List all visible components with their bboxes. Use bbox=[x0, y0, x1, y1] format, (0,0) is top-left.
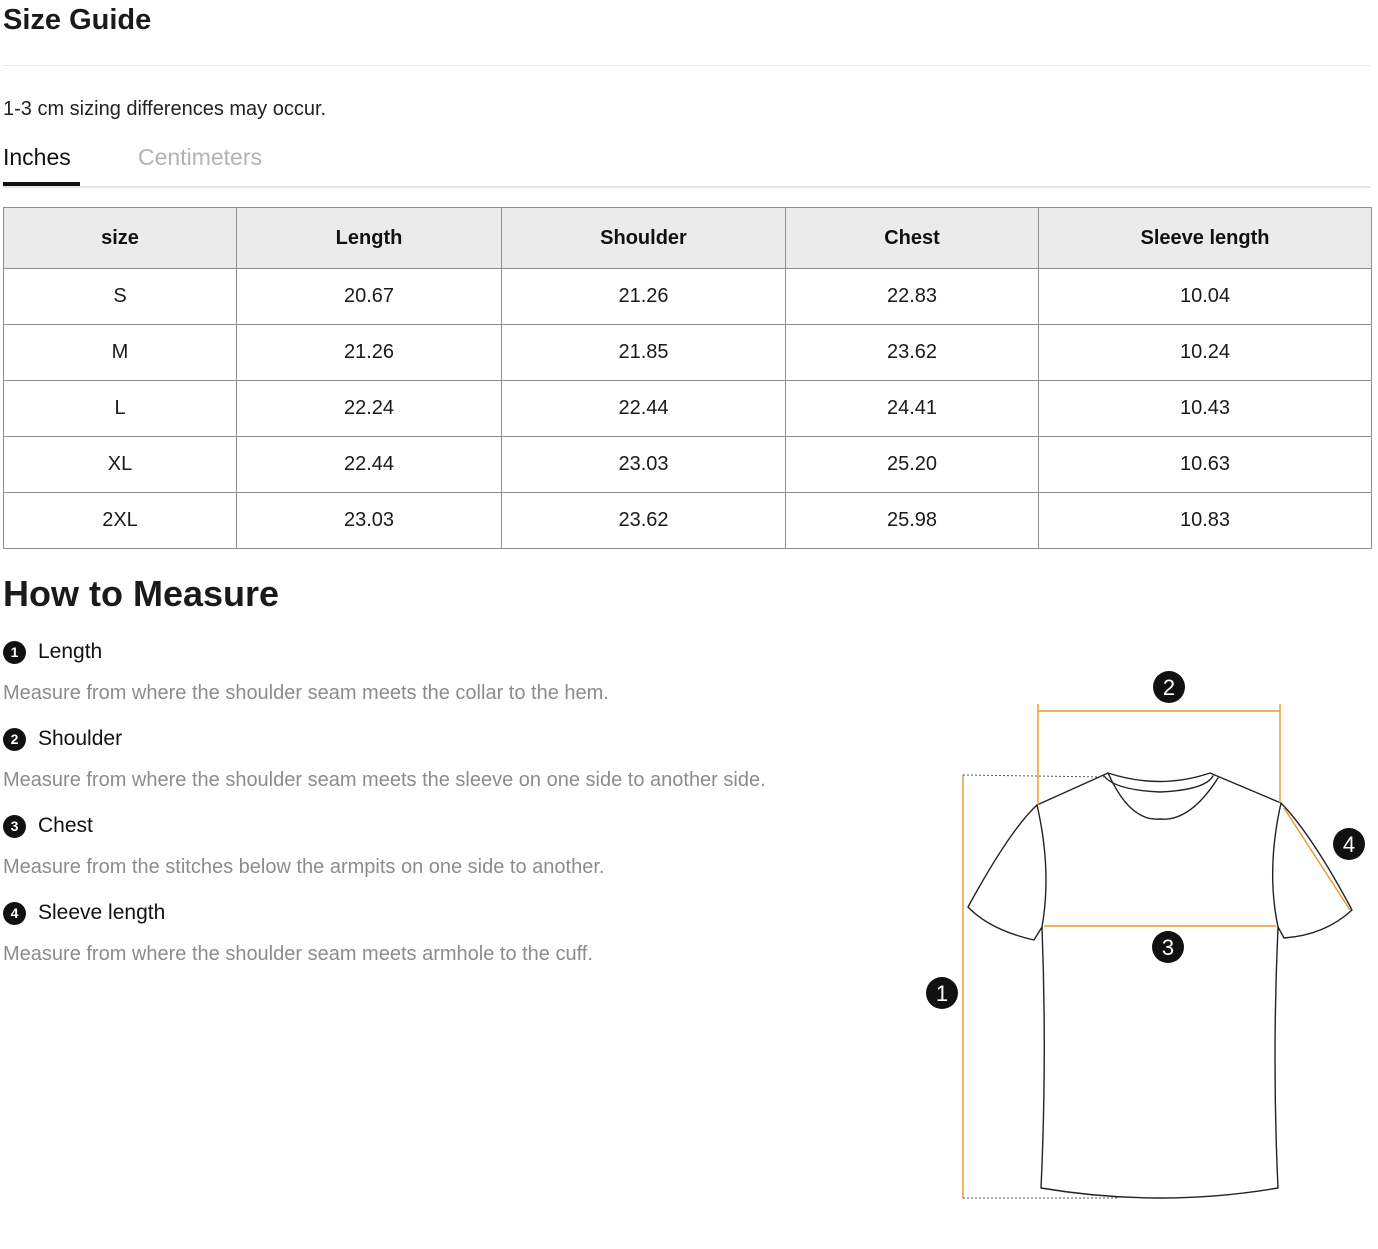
number-badge-icon: 2 bbox=[3, 728, 26, 751]
tshirt-outline-icon bbox=[968, 773, 1352, 1198]
measure-description: Measure from where the shoulder seam meets armhole to the cuff. bbox=[3, 943, 593, 965]
measure-item-chest bbox=[3, 811, 604, 880]
cell-chest: 23.62 bbox=[786, 325, 1039, 381]
cell-shoulder: 23.03 bbox=[502, 437, 786, 493]
marker-1-icon bbox=[926, 977, 958, 1009]
cell-length: 22.44 bbox=[237, 437, 502, 493]
size-table bbox=[3, 207, 1372, 549]
sizing-note: 1-3 cm sizing differences may occur. bbox=[3, 98, 327, 120]
how-to-measure-title: How to Measure bbox=[3, 573, 280, 614]
cell-sleeve-length: 10.24 bbox=[1039, 325, 1372, 381]
table-row bbox=[4, 381, 1372, 437]
cell-size: L bbox=[4, 381, 237, 437]
measure-item-sleeve-length bbox=[3, 898, 593, 967]
marker-3-label: 3 bbox=[1161, 935, 1175, 960]
cell-length: 21.26 bbox=[237, 325, 502, 381]
marker-2-icon bbox=[1153, 671, 1185, 703]
measure-label: Chest bbox=[38, 814, 93, 837]
title-divider bbox=[3, 65, 1371, 66]
cell-size: M bbox=[4, 325, 237, 381]
column-header-sleeve-length: Sleeve length bbox=[1039, 208, 1372, 269]
measure-item-shoulder bbox=[3, 724, 766, 793]
cell-size: S bbox=[4, 269, 237, 325]
number-badge-icon: 1 bbox=[3, 641, 26, 664]
table-header-row bbox=[4, 208, 1372, 269]
column-header-chest: Chest bbox=[786, 208, 1039, 269]
marker-1-label: 1 bbox=[935, 981, 949, 1006]
cell-chest: 24.41 bbox=[786, 381, 1039, 437]
tshirt-measure-diagram bbox=[900, 660, 1370, 1220]
marker-3-icon bbox=[1152, 931, 1184, 963]
column-header-size: size bbox=[4, 208, 237, 269]
column-header-length: Length bbox=[237, 208, 502, 269]
column-header-shoulder: Shoulder bbox=[502, 208, 786, 269]
measure-label: Sleeve length bbox=[38, 901, 166, 924]
measure-description: Measure from where the shoulder seam meets the sleeve on one side to another side. bbox=[3, 769, 766, 791]
measure-description: Measure from where the shoulder seam meets the collar to the hem. bbox=[3, 682, 609, 704]
cell-sleeve-length: 10.04 bbox=[1039, 269, 1372, 325]
cell-size: XL bbox=[4, 437, 237, 493]
tab-centimeters-label: Centimeters bbox=[138, 144, 262, 170]
cell-sleeve-length: 10.43 bbox=[1039, 381, 1372, 437]
sleeve-guide bbox=[1284, 808, 1350, 910]
cell-chest: 22.83 bbox=[786, 269, 1039, 325]
tab-inches-label: Inches bbox=[3, 144, 71, 170]
cell-shoulder: 22.44 bbox=[502, 381, 786, 437]
table-row bbox=[4, 325, 1372, 381]
table-row bbox=[4, 437, 1372, 493]
tab-centimeters[interactable] bbox=[138, 140, 262, 174]
cell-size: 2XL bbox=[4, 493, 237, 549]
tab-inches[interactable] bbox=[3, 140, 71, 174]
cell-chest: 25.20 bbox=[786, 437, 1039, 493]
measure-item-length bbox=[3, 637, 609, 706]
number-badge-icon: 4 bbox=[3, 902, 26, 925]
shoulder-guide bbox=[1038, 704, 1280, 805]
page-title: Size Guide bbox=[3, 4, 152, 36]
cell-chest: 25.98 bbox=[786, 493, 1039, 549]
marker-2-label: 2 bbox=[1162, 675, 1176, 700]
marker-4-label: 4 bbox=[1342, 832, 1356, 857]
cell-sleeve-length: 10.83 bbox=[1039, 493, 1372, 549]
cell-length: 22.24 bbox=[237, 381, 502, 437]
measure-description: Measure from the stitches below the armpits on one side to another. bbox=[3, 856, 605, 878]
cell-sleeve-length: 10.63 bbox=[1039, 437, 1372, 493]
measure-label: Length bbox=[38, 640, 103, 663]
cell-length: 20.67 bbox=[237, 269, 502, 325]
marker-4-icon bbox=[1333, 828, 1365, 860]
cell-shoulder: 21.26 bbox=[502, 269, 786, 325]
cell-shoulder: 23.62 bbox=[502, 493, 786, 549]
table-row bbox=[4, 269, 1372, 325]
table-row bbox=[4, 493, 1372, 549]
active-tab-indicator bbox=[3, 182, 80, 186]
number-badge-icon: 3 bbox=[3, 815, 26, 838]
unit-tabs bbox=[3, 140, 1371, 188]
cell-length: 23.03 bbox=[237, 493, 502, 549]
measure-label: Shoulder bbox=[38, 727, 123, 750]
cell-shoulder: 21.85 bbox=[502, 325, 786, 381]
